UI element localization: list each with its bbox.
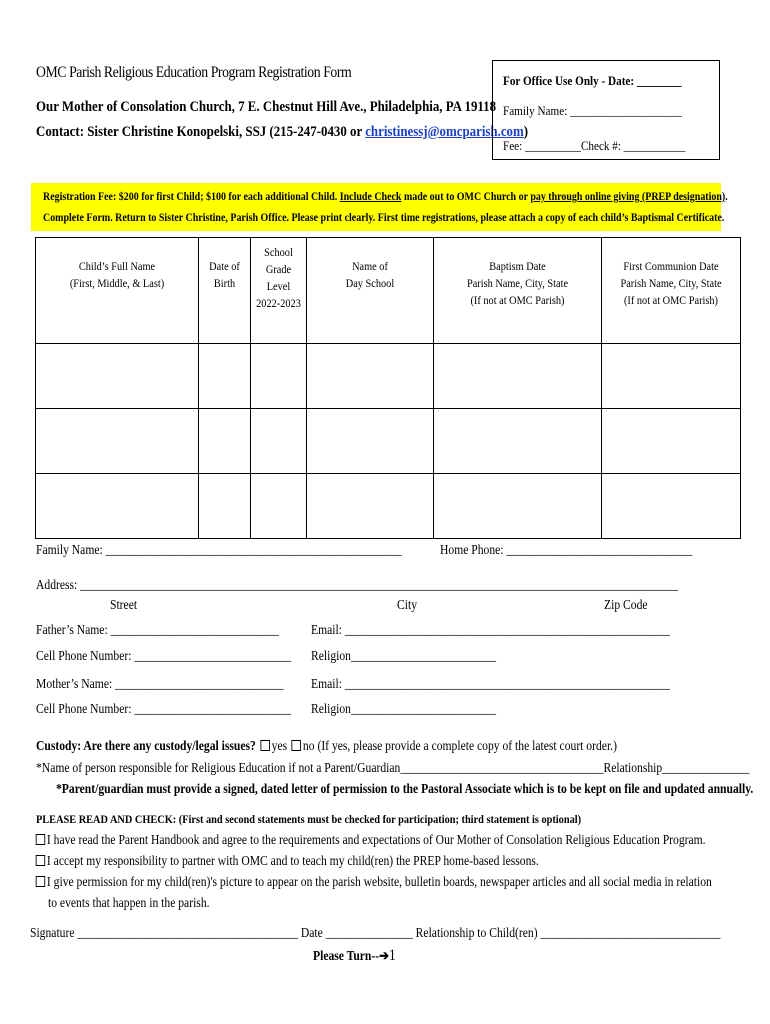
custody-no-label: no (If yes, please provide a complete copy of the latest court order.) — [302, 738, 617, 753]
checks-heading: PLEASE READ AND CHECK: (First and second statements must be checked for participation; third statement is optional) — [36, 812, 582, 826]
table-row[interactable] — [36, 474, 741, 539]
notice-line-1 — [43, 189, 728, 204]
father-cell-field[interactable]: Cell Phone Number: ___________________________ — [36, 648, 292, 663]
signature-line[interactable]: Signature ______________________________________ Date _______________ Relationship to Child(ren) _______________________________ — [30, 925, 721, 940]
table-row[interactable] — [36, 409, 741, 474]
responsible-person-field[interactable]: *Name of person responsible for Religious Education if not a Parent/Guardian___________________________________Relationship_______________ — [36, 760, 750, 775]
mother-religion-field[interactable]: Religion_________________________ — [311, 701, 497, 716]
handbook-label: I have read the Parent Handbook and agree to the requirements and expectations of Our Mother of Consolation Religious Education Program. — [46, 832, 706, 847]
custody-no-checkbox[interactable] — [292, 740, 301, 751]
father-name-field[interactable]: Father’s Name: _____________________________ — [36, 622, 279, 637]
mother-cell-field[interactable]: Cell Phone Number: ___________________________ — [36, 701, 292, 716]
notice-church: made out to OMC Church or — [401, 189, 531, 203]
church-address: Our Mother of Consolation Church, 7 E. Chestnut Hill Ave., Philadelphia, PA 19118 — [36, 99, 497, 115]
table-header-row — [36, 238, 741, 344]
family-name-field[interactable]: Family Name: ___________________________________________________ — [36, 542, 402, 557]
col-first-communion: First Communion Date Parish Name, City, State (If not at OMC Parish) — [602, 238, 741, 344]
city-label: City — [397, 597, 418, 612]
custody-line — [36, 738, 617, 754]
check-item-responsibility — [34, 853, 539, 869]
custody-yes-checkbox[interactable] — [260, 740, 269, 751]
street-label: Street — [110, 597, 138, 612]
contact-prefix: Contact: Sister Christine Konopelski, SSJ (215-247-0430 or — [36, 124, 366, 140]
office-heading: For Office Use Only - Date: ________ — [503, 73, 682, 88]
include-check-text: Include Check — [339, 189, 402, 203]
zip-label: Zip Code — [604, 597, 648, 612]
col-child-name: Child’s Full Name (First, Middle, & Last) — [36, 238, 199, 344]
registration-notice — [31, 183, 728, 231]
photo-checkbox[interactable] — [36, 876, 45, 887]
please-turn — [313, 947, 396, 965]
notice-period: . — [725, 189, 728, 203]
form-title: OMC Parish Religious Education Program Registration Form — [36, 64, 352, 81]
mother-name-field[interactable]: Mother’s Name: _____________________________ — [36, 676, 284, 691]
office-family-name[interactable]: Family Name: ____________________ — [503, 103, 682, 118]
col-date-of-birth: Date of Birth — [199, 238, 251, 344]
father-email-field[interactable]: Email: ________________________________________________________ — [311, 622, 670, 637]
address-field[interactable]: Address: _______________________________________________________________________________________________________ — [36, 577, 679, 592]
contact-email-link[interactable]: christinessj@omcparish.com — [365, 124, 524, 140]
custody-yes-label: yes — [271, 738, 288, 753]
responsibility-label: I accept my responsibility to partner with OMC and to teach my child(ren) the PREP home-based lessons. — [46, 853, 539, 868]
contact-suffix: ) — [523, 124, 529, 140]
photo-label: I give permission for my child(ren)'s picture to appear on the parish website, bulletin boards, newspaper articles and all social media in relation — [46, 874, 712, 889]
permission-note: *Parent/guardian must provide a signed, dated letter of permission to the Pastoral Associate which is to be kept on file and updated annually. — [56, 781, 754, 796]
col-school-grade: School Grade Level 2022-2023 — [251, 238, 307, 344]
responsibility-checkbox[interactable] — [36, 855, 45, 866]
page-number: 1 — [388, 947, 396, 964]
home-phone-field[interactable]: Home Phone: ________________________________ — [440, 542, 693, 557]
col-baptism: Baptism Date Parish Name, City, State (If not at OMC Parish) — [434, 238, 602, 344]
mother-email-field[interactable]: Email: ________________________________________________________ — [311, 676, 670, 691]
col-day-school: Name of Day School — [307, 238, 434, 344]
check-item-photo-cont: to events that happen in the parish. — [48, 895, 210, 910]
notice-line-2: Complete Form. Return to Sister Christine, Parish Office. Please print clearly. First time registrations, please attach a copy of each child’s Baptismal Certificate. — [43, 210, 725, 224]
please-turn-text: Please Turn-- — [313, 948, 380, 963]
notice-fee: Registration Fee: $200 for first Child; $100 for each additional Child. — [43, 189, 340, 203]
custody-question: Custody: Are there any custody/legal issues? — [36, 738, 256, 753]
office-use-box — [492, 60, 720, 160]
office-fee-check[interactable]: Fee: __________Check #: ___________ — [503, 138, 686, 153]
online-giving-text: pay through online giving (PREP designation) — [530, 189, 726, 203]
handbook-checkbox[interactable] — [36, 834, 45, 845]
arrow-right-icon: ➔ — [379, 948, 389, 963]
father-religion-field[interactable]: Religion_________________________ — [311, 648, 497, 663]
children-table — [35, 237, 741, 539]
table-row[interactable] — [36, 344, 741, 409]
check-item-handbook — [34, 832, 706, 848]
check-item-photo — [34, 874, 712, 890]
contact-line — [36, 124, 528, 141]
